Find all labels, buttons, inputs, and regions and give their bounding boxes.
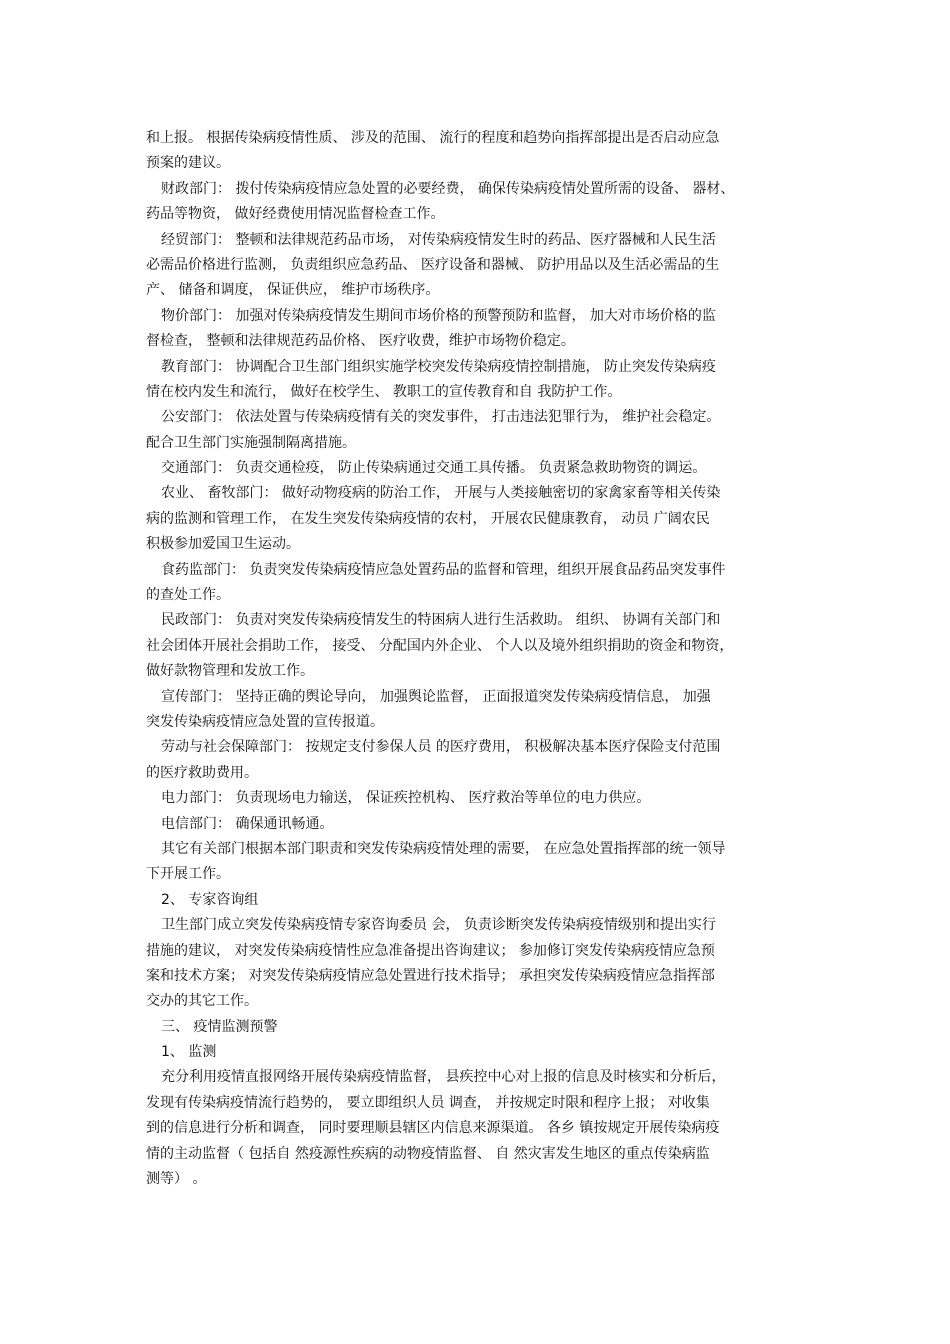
text-line: 督检查， 整顿和法律规范药品价格、 医疗收费，维护市场物价稳定。 bbox=[146, 333, 575, 350]
text-line: 2、 专家咨询组 bbox=[161, 891, 259, 908]
text-line: 的查处工作。 bbox=[146, 587, 230, 604]
text-line: 测等） 。 bbox=[146, 1171, 207, 1188]
text-line: 到的信息进行分析和调查， 同时要理顺县辖区内信息来源渠道。 各乡 镇按规定开展传染病疫 bbox=[146, 1120, 720, 1137]
text-line: 其它有关部门根据本部门职责和突发传染病疫情处理的需要， 在应急处置指挥部的统一领导 bbox=[161, 840, 726, 857]
text-line: 配合卫生部门实施强制隔离措施。 bbox=[146, 434, 356, 451]
text-line: 下开展工作。 bbox=[146, 866, 230, 883]
text-line: 充分利用疫情直报网络开展传染病疫情监督， 县疾控中心对上报的信息及时核实和分析后， bbox=[161, 1069, 726, 1086]
text-line: 1、 监测 bbox=[161, 1044, 217, 1061]
text-line: 三、 疫情监测预警 bbox=[161, 1018, 278, 1035]
text-line: 预案的建议。 bbox=[146, 155, 230, 172]
text-line: 发现有传染病疫情流行趋势的， 要立即组织人员 调查， 并按规定时限和程序上报； 对收集 bbox=[146, 1094, 710, 1111]
text-line: 突发传染病疫情应急处置的宣传报道。 bbox=[146, 713, 384, 730]
text-line: 公安部门： 依法处置与传染病疫情有关的突发事件， 打击违法犯罪行为， 维护社会稳定。 bbox=[161, 409, 721, 426]
text-line: 教育部门： 协调配合卫生部门组织实施学校突发传染病疫情控制措施， 防止突发传染病疫 bbox=[161, 358, 716, 375]
text-line: 财政部门： 拨付传染病疫情应急处置的必要经费， 确保传染病疫情处置所需的设备、 器材、 bbox=[161, 180, 735, 197]
text-line: 劳动与社会保障部门： 按规定支付参保人员 的医疗费用， 积极解决基本医疗保险支付范围 bbox=[161, 739, 721, 756]
text-line: 电力部门： 负责现场电力输送， 保证疾控机构、 医疗救治等单位的电力供应。 bbox=[161, 790, 651, 807]
text-line: 积极参加爱国卫生运动。 bbox=[146, 536, 300, 553]
text-line: 药品等物资， 做好经费使用情况监督检查工作。 bbox=[146, 206, 445, 223]
text-line: 病的监测和管理工作， 在发生突发传染病疫情的农村， 开展农民健康教育， 动员 广阔农民 bbox=[146, 510, 710, 527]
text-line: 措施的建议， 对突发传染病疫情性应急准备提出咨询建议； 参加修订突发传染病疫情应急预 bbox=[146, 942, 715, 959]
text-line: 案和技术方案； 对突发传染病疫情应急处置进行技术指导； 承担突发传染病疫情应急指挥部 bbox=[146, 967, 715, 984]
text-line: 物价部门： 加强对传染病疫情发生期间市场价格的预警预防和监督， 加大对市场价格的监 bbox=[161, 307, 716, 324]
text-line: 交通部门： 负责交通检疫， 防止传染病通过交通工具传播。 负责紧急救助物资的调运。 bbox=[161, 460, 707, 477]
text-line: 产、 储备和调度， 保证供应， 维护市场秩序。 bbox=[146, 282, 440, 299]
text-line: 交办的其它工作。 bbox=[146, 993, 258, 1010]
text-line: 经贸部门： 整顿和法律规范药品市场， 对传染病疫情发生时的药品、医疗器械和人民生活 bbox=[161, 231, 716, 248]
text-line: 必需品价格进行监测， 负责组织应急药品、 医疗设备和器械、 防护用品以及生活必需品的生 bbox=[146, 256, 720, 273]
text-line: 做好款物管理和发放工作。 bbox=[146, 663, 314, 680]
document-page bbox=[146, 126, 818, 1192]
text-line: 的医疗救助费用。 bbox=[146, 764, 258, 781]
text-line: 情的主动监督（ 包括自 然疫源性疾病的动物疫情监督、 自 然灾害发生地区的重点传染病监 bbox=[146, 1145, 710, 1162]
text-line: 民政部门： 负责对突发传染病疫情发生的特困病人进行生活救助。 组织、 协调有关部门和 bbox=[161, 612, 721, 629]
text-line: 食药监部门： 负责突发传染病疫情应急处置药品的监督和管理，组织开展食品药品突发事件 bbox=[161, 561, 726, 578]
text-line: 情在校内发生和流行， 做好在校学生、 教职工的宣传教育和自 我防护工作。 bbox=[146, 383, 622, 400]
text-line: 卫生部门成立突发传染病疫情专家咨询委员 会， 负责诊断突发传染病疫情级别和提出实行 bbox=[161, 917, 716, 934]
text-line: 宣传部门： 坚持正确的舆论导向， 加强舆论监督， 正面报道突发传染病疫情信息， 加强 bbox=[161, 688, 711, 705]
text-line: 农业、 畜牧部门： 做好动物疫病的防治工作， 开展与人类接触密切的家禽家畜等相关传染 bbox=[161, 485, 721, 502]
text-line: 和上报。 根据传染病疫情性质、 涉及的范围、 流行的程度和趋势向指挥部提出是否启动应急 bbox=[146, 130, 720, 146]
text-line: 电信部门： 确保通讯畅通。 bbox=[161, 815, 334, 832]
text-line: 社会团体开展社会捐助工作， 接受、 分配国内外企业、 个人以及境外组织捐助的资金和物资， bbox=[146, 637, 734, 654]
